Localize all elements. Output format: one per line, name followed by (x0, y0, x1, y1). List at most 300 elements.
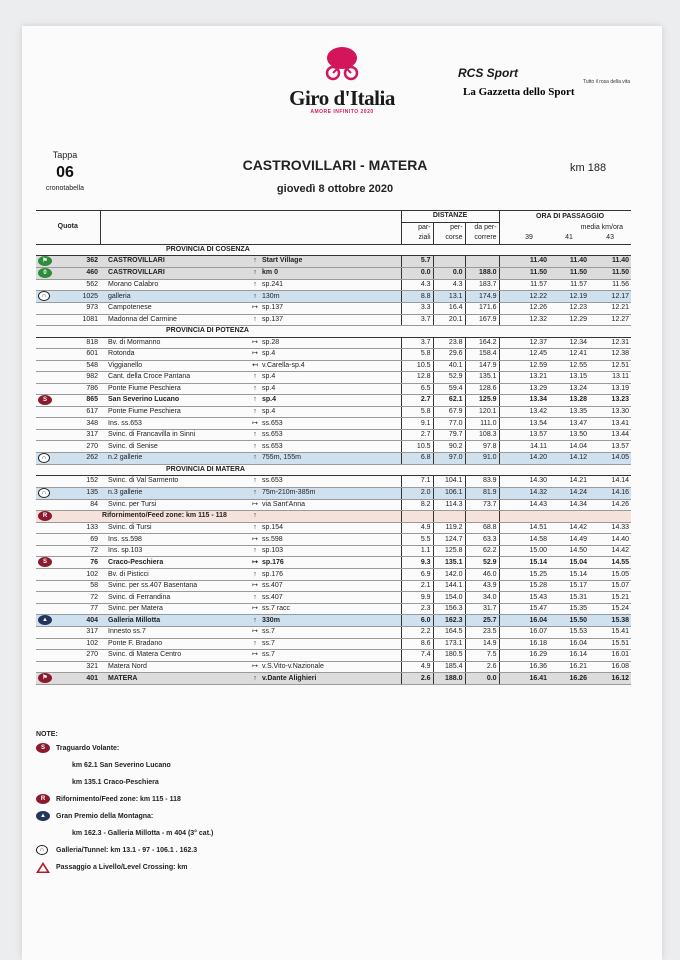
note-feed (36, 791, 436, 808)
row-time-39: 12.59 (509, 360, 549, 372)
stage-distance: km 188 (570, 162, 607, 174)
stage-route: CASTROVILLARI - MATERA (242, 157, 428, 173)
row-partial: 8.6 (401, 638, 433, 650)
row-time-43: 15.24 (589, 603, 631, 615)
row-direction: ↑ (250, 383, 260, 395)
row-time-41: 13.15 (549, 372, 589, 384)
table-row (36, 429, 631, 441)
row-time-41: 15.31 (549, 592, 589, 604)
row-time-43: 11.40 (589, 256, 631, 268)
row-partial (401, 511, 433, 523)
note-feed-text: Rifornimento/Feed zone: km 115 - 118 (56, 796, 181, 803)
row-spacer (499, 337, 509, 349)
row-time-43: 15.51 (589, 638, 631, 650)
row-direction: ↑ (250, 372, 260, 384)
row-covered: 188.0 (433, 673, 465, 685)
row-time-41: 13.47 (549, 418, 589, 430)
row-time-43: 14.55 (589, 557, 631, 569)
row-spacer (499, 661, 509, 673)
row-time-41: 15.53 (549, 627, 589, 639)
row-covered: 154.0 (433, 592, 465, 604)
row-covered: 135.1 (433, 557, 465, 569)
row-direction: ↑ (250, 441, 260, 453)
row-altitude: 1025 (52, 291, 100, 303)
table-row (36, 487, 631, 499)
row-icon-cell (36, 661, 52, 673)
row-altitude: 617 (52, 406, 100, 418)
row-time-41: 16.14 (549, 650, 589, 662)
row-spacer (499, 406, 509, 418)
row-time-39: 13.54 (509, 418, 549, 430)
row-spacer (499, 441, 509, 453)
row-partial: 9.1 (401, 418, 433, 430)
row-spacer (499, 395, 509, 407)
row-direction: ↑ (250, 406, 260, 418)
row-road: sp.137 (260, 303, 401, 315)
row-altitude: 77 (52, 603, 100, 615)
row-direction: ↑ (250, 673, 260, 685)
row-direction: ↑ (250, 452, 260, 464)
row-remaining: 91.0 (465, 452, 499, 464)
row-covered: 142.0 (433, 569, 465, 581)
row-time-39: 12.37 (509, 337, 549, 349)
row-road: km 0 (260, 267, 401, 279)
table-row (36, 418, 631, 430)
row-road: ss.653 (260, 418, 401, 430)
table-row (36, 337, 631, 349)
row-time-39: 14.30 (509, 476, 549, 488)
row-remaining: 63.3 (465, 534, 499, 546)
stage-label: Tappa (52, 150, 78, 160)
row-partial: 8.2 (401, 499, 433, 511)
row-altitude: 548 (52, 360, 100, 372)
row-location: galleria (100, 291, 250, 303)
note-gpm (36, 808, 436, 825)
row-altitude: 786 (52, 383, 100, 395)
row-remaining: 188.0 (465, 267, 499, 279)
row-covered: 62.1 (433, 395, 465, 407)
row-icon-cell (36, 569, 52, 581)
row-road: v.Carella-sp.4 (260, 360, 401, 372)
table-row (36, 452, 631, 464)
row-covered: 23.8 (433, 337, 465, 349)
row-covered: 20.1 (433, 314, 465, 326)
row-icon-cell (36, 592, 52, 604)
row-altitude: 317 (52, 429, 100, 441)
stage-type: cronotabella (45, 185, 85, 192)
table-row (36, 511, 631, 523)
stage-number: 06 (56, 164, 74, 181)
row-icon-cell (36, 615, 52, 627)
table-row (36, 303, 631, 315)
row-road: 75m-210m-385m (260, 487, 401, 499)
row-road: 130m (260, 291, 401, 303)
row-time-43: 13.30 (589, 406, 631, 418)
header-quota: Quota (36, 211, 100, 245)
row-time-43: 15.21 (589, 592, 631, 604)
row-partial: 2.6 (401, 673, 433, 685)
row-time-41: 12.29 (549, 314, 589, 326)
row-altitude: 270 (52, 441, 100, 453)
row-time-43: 14.05 (589, 452, 631, 464)
row-road: sp.4 (260, 383, 401, 395)
row-time-39: 11.50 (509, 267, 549, 279)
row-remaining: 73.7 (465, 499, 499, 511)
row-altitude: 133 (52, 522, 100, 534)
row-covered: 156.3 (433, 603, 465, 615)
row-partial: 0.0 (401, 267, 433, 279)
row-time-43 (589, 511, 631, 523)
row-covered: 67.9 (433, 406, 465, 418)
row-location: Viggianello (100, 360, 250, 372)
row-road: ss.407 (260, 580, 401, 592)
note-sprint-1 (36, 757, 436, 774)
row-direction: ↦ (250, 661, 260, 673)
row-icon-cell (36, 418, 52, 430)
note-sprint-1-text: km 62.1 San Severino Lucano (72, 762, 171, 769)
row-remaining: 2.6 (465, 661, 499, 673)
row-remaining: 46.0 (465, 569, 499, 581)
row-time-39 (509, 511, 549, 523)
row-altitude: 818 (52, 337, 100, 349)
row-covered: 125.8 (433, 545, 465, 557)
row-time-41: 16.04 (549, 638, 589, 650)
notes-section (36, 731, 436, 876)
row-icon-cell (36, 627, 52, 639)
row-location: Svinc. per ss.407 Basentana (100, 580, 250, 592)
row-spacer (499, 452, 509, 464)
row-icon-cell (36, 337, 52, 349)
row-partial: 7.4 (401, 650, 433, 662)
row-road: ss.7 (260, 627, 401, 639)
row-partial: 5.7 (401, 256, 433, 268)
row-icon-cell (36, 638, 52, 650)
row-covered: 180.5 (433, 650, 465, 662)
row-time-39: 14.20 (509, 452, 549, 464)
header-speed-43: 43 (589, 233, 631, 244)
row-spacer (499, 511, 509, 523)
table-row (36, 279, 631, 291)
header-media: media km/ora (580, 223, 624, 231)
row-partial: 6.5 (401, 383, 433, 395)
table-row (36, 256, 631, 268)
row-spacer (499, 372, 509, 384)
row-altitude: 401 (52, 673, 100, 685)
row-covered: 4.3 (433, 279, 465, 291)
row-covered: 162.3 (433, 615, 465, 627)
row-road: ss.653 (260, 429, 401, 441)
row-location: Svinc. per Matera (100, 603, 250, 615)
cyclist-logo-icon (322, 46, 362, 82)
row-remaining (465, 256, 499, 268)
row-direction: ↦ (250, 349, 260, 361)
row-covered: 77.0 (433, 418, 465, 430)
row-time-39: 13.34 (509, 395, 549, 407)
row-time-43: 13.41 (589, 418, 631, 430)
row-road: sp.4 (260, 395, 401, 407)
row-altitude: 270 (52, 650, 100, 662)
row-direction: ↦ (250, 418, 260, 430)
row-road: ss.7 (260, 638, 401, 650)
row-time-39: 16.36 (509, 661, 549, 673)
row-road: v.Dante Alighieri (260, 673, 401, 685)
row-direction: ↦ (250, 627, 260, 639)
row-remaining: 81.9 (465, 487, 499, 499)
gazzetta-logo: La Gazzetta dello Sport (463, 86, 575, 98)
row-remaining: 108.3 (465, 429, 499, 441)
row-remaining: 97.8 (465, 441, 499, 453)
row-time-43: 14.14 (589, 476, 631, 488)
row-location: Svinc. di Tursi (100, 522, 250, 534)
table-row (36, 615, 631, 627)
row-icon-cell (36, 267, 52, 279)
row-covered: 124.7 (433, 534, 465, 546)
row-icon-cell (36, 349, 52, 361)
row-covered: 16.4 (433, 303, 465, 315)
sprint-icon: S (38, 557, 52, 567)
row-location: CASTROVILLARI (100, 267, 250, 279)
row-direction: ↑ (250, 267, 260, 279)
sprint-icon: S (36, 743, 50, 753)
row-remaining: 125.9 (465, 395, 499, 407)
row-remaining: 120.1 (465, 406, 499, 418)
row-altitude: 362 (52, 256, 100, 268)
table-row (36, 545, 631, 557)
row-spacer (499, 592, 509, 604)
row-direction: ↑ (250, 592, 260, 604)
row-time-41: 15.17 (549, 580, 589, 592)
row-location: Svinc. per Tursi (100, 499, 250, 511)
row-road (260, 511, 401, 523)
row-time-41: 14.34 (549, 499, 589, 511)
row-location: Ponte F. Bradano (100, 638, 250, 650)
timetable-body (36, 211, 631, 685)
row-time-39: 14.58 (509, 534, 549, 546)
header-percorse-2: corse (433, 233, 465, 244)
row-remaining: 183.7 (465, 279, 499, 291)
row-remaining: 43.9 (465, 580, 499, 592)
row-partial: 3.7 (401, 314, 433, 326)
row-spacer (499, 522, 509, 534)
row-road: sp.241 (260, 279, 401, 291)
row-road: sp.176 (260, 569, 401, 581)
row-time-39: 13.42 (509, 406, 549, 418)
row-partial: 2.7 (401, 429, 433, 441)
note-crossing-text: Passaggio a Livello/Level Crossing: km (56, 864, 188, 871)
row-direction: ↑ (250, 429, 260, 441)
row-location: Bv. di Pisticci (100, 569, 250, 581)
row-time-41: 12.55 (549, 360, 589, 372)
row-road: sp.4 (260, 406, 401, 418)
row-partial: 6.8 (401, 452, 433, 464)
row-road: sp.137 (260, 314, 401, 326)
row-partial: 6.9 (401, 569, 433, 581)
row-time-43: 12.51 (589, 360, 631, 372)
row-altitude: 982 (52, 372, 100, 384)
row-time-43: 13.23 (589, 395, 631, 407)
row-road: 330m (260, 615, 401, 627)
row-location: Rifornimento/Feed zone: km 115 - 118 (100, 511, 250, 523)
row-spacer (499, 429, 509, 441)
level-crossing-icon (36, 862, 50, 880)
row-road: sp.103 (260, 545, 401, 557)
tunnel-icon: ∩ (38, 453, 50, 463)
row-time-39: 12.22 (509, 291, 549, 303)
row-remaining: 167.9 (465, 314, 499, 326)
row-time-43: 12.38 (589, 349, 631, 361)
row-direction: ↑ (250, 279, 260, 291)
row-spacer (499, 314, 509, 326)
header-percorse-1: per- (433, 222, 465, 233)
row-partial: 1.1 (401, 545, 433, 557)
giro-tagline: AMORE INFINITO 2020 (310, 109, 374, 115)
row-partial: 4.9 (401, 661, 433, 673)
row-time-41: 14.04 (549, 441, 589, 453)
row-remaining: 158.4 (465, 349, 499, 361)
table-row (36, 314, 631, 326)
row-time-43: 14.40 (589, 534, 631, 546)
header-spacer (499, 211, 509, 245)
row-time-43: 12.21 (589, 303, 631, 315)
row-remaining: 128.6 (465, 383, 499, 395)
note-gpm-1 (36, 825, 436, 842)
header-distanze: DISTANZE (401, 211, 499, 223)
row-remaining: 174.9 (465, 291, 499, 303)
row-time-43: 13.57 (589, 441, 631, 453)
row-covered: 13.1 (433, 291, 465, 303)
row-altitude: 404 (52, 615, 100, 627)
row-time-43: 16.12 (589, 673, 631, 685)
row-time-39: 12.26 (509, 303, 549, 315)
row-altitude: 317 (52, 627, 100, 639)
table-row (36, 627, 631, 639)
row-location: Innesto ss.7 (100, 627, 250, 639)
gpm-icon: ▲ (36, 811, 50, 821)
table-row (36, 603, 631, 615)
row-time-41: 11.57 (549, 279, 589, 291)
row-spacer (499, 279, 509, 291)
row-covered: 144.1 (433, 580, 465, 592)
row-icon-cell (36, 452, 52, 464)
timetable-grid (36, 210, 631, 685)
row-time-41: 11.50 (549, 267, 589, 279)
row-time-41: 16.26 (549, 673, 589, 685)
row-time-43: 12.17 (589, 291, 631, 303)
row-time-41: 15.50 (549, 615, 589, 627)
tunnel-icon: ∩ (38, 488, 50, 498)
table-row (36, 673, 631, 685)
row-icon-cell (36, 487, 52, 499)
row-partial: 4.9 (401, 522, 433, 534)
row-time-41: 14.50 (549, 545, 589, 557)
row-direction: ↦ (250, 557, 260, 569)
row-altitude: 1081 (52, 314, 100, 326)
row-icon-cell (36, 372, 52, 384)
row-icon-cell (36, 406, 52, 418)
row-remaining: 68.8 (465, 522, 499, 534)
row-road: 755m, 155m (260, 452, 401, 464)
row-altitude: 102 (52, 638, 100, 650)
row-location: n.2 gallerie (100, 452, 250, 464)
row-time-41: 15.04 (549, 557, 589, 569)
row-altitude: 152 (52, 476, 100, 488)
note-crossing (36, 859, 436, 876)
sponsor-logos (458, 64, 631, 100)
row-partial: 2.7 (401, 395, 433, 407)
header-ora: ORA DI PASSAGGIO (536, 212, 605, 220)
note-gpm-1-text: km 162.3 - Galleria Millotta - m 404 (3° cat.) (72, 830, 214, 837)
row-remaining: 171.6 (465, 303, 499, 315)
giro-wordmark: Giro d'Italia (289, 86, 395, 110)
row-location: Campotenese (100, 303, 250, 315)
row-time-43: 15.41 (589, 627, 631, 639)
row-spacer (499, 534, 509, 546)
row-road: ss.598 (260, 534, 401, 546)
row-road: sp.154 (260, 522, 401, 534)
row-covered: 59.4 (433, 383, 465, 395)
row-remaining: 111.0 (465, 418, 499, 430)
province-row (36, 244, 631, 256)
row-time-43: 13.44 (589, 429, 631, 441)
province-label: PROVINCIA DI POTENZA (36, 326, 631, 338)
row-time-39: 16.29 (509, 650, 549, 662)
row-icon-cell (36, 441, 52, 453)
row-remaining: 83.9 (465, 476, 499, 488)
row-time-39: 13.21 (509, 372, 549, 384)
row-partial: 2.3 (401, 603, 433, 615)
row-direction: ↦ (250, 499, 260, 511)
table-row (36, 476, 631, 488)
row-partial: 5.8 (401, 349, 433, 361)
row-location: Ponte Fiume Peschiera (100, 406, 250, 418)
row-icon-cell (36, 534, 52, 546)
header-da-percorrere-1: da per- (465, 222, 499, 233)
row-remaining: 135.1 (465, 372, 499, 384)
header-row-1 (36, 211, 631, 223)
row-road: sp.176 (260, 557, 401, 569)
row-location: Svinc. di Matera Centro (100, 650, 250, 662)
row-covered: 79.7 (433, 429, 465, 441)
table-row (36, 372, 631, 384)
row-spacer (499, 303, 509, 315)
row-location: n.3 gallerie (100, 487, 250, 499)
row-spacer (499, 487, 509, 499)
row-partial: 6.0 (401, 615, 433, 627)
row-time-41: 12.23 (549, 303, 589, 315)
row-partial: 10.5 (401, 441, 433, 453)
row-remaining: 14.9 (465, 638, 499, 650)
row-direction: ↑ (250, 256, 260, 268)
row-spacer (499, 603, 509, 615)
row-altitude: 72 (52, 545, 100, 557)
row-direction: ↦ (250, 580, 260, 592)
row-icon-cell (36, 511, 52, 523)
row-location: Rotonda (100, 349, 250, 361)
table-row (36, 267, 631, 279)
row-altitude: 135 (52, 487, 100, 499)
row-time-39: 11.40 (509, 256, 549, 268)
row-covered: 90.2 (433, 441, 465, 453)
row-altitude: 76 (52, 557, 100, 569)
row-partial: 5.5 (401, 534, 433, 546)
km0-icon: 0 (38, 268, 52, 278)
row-spacer (499, 349, 509, 361)
row-spacer (499, 256, 509, 268)
row-direction: ↑ (250, 511, 260, 523)
row-covered: 29.6 (433, 349, 465, 361)
row-time-39: 14.51 (509, 522, 549, 534)
row-spacer (499, 545, 509, 557)
